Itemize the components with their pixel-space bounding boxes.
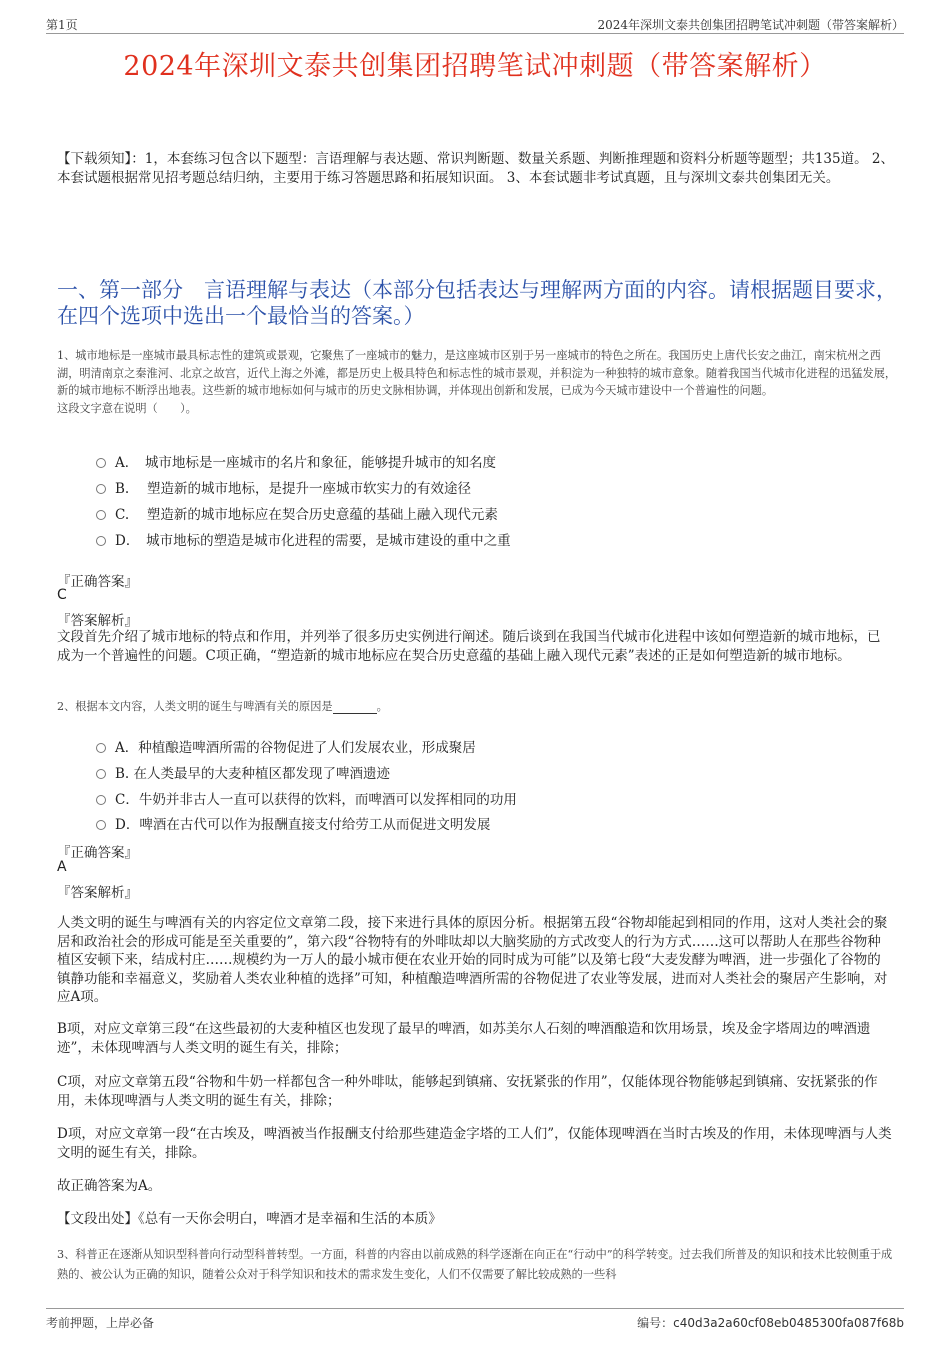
radio-icon[interactable]: [96, 484, 106, 494]
question-1-stem: 1、城市地标是一座城市最具标志性的建筑或景观，它聚焦了一座城市的魅力，是这座城市区别于另一座城市的特色之所在。我国历史上唐代长安之曲江，南宋杭州之西湖，明清南京之秦淮河、北京之故宫，近代上海之外滩，都是历史上极具特色和标志性的城市景观，并积淀为一种独特的城市意象。随着我国当代城市化进程的迅猛发展，新的城市地标不断浮出地表。这些新的城市地标如何与城市的历史文脉相协调，并体现出创新和发展，已成为今天城市建设中一个普遍性的问题。: [57, 349, 897, 398]
q1-answer-label: 『正确答案』: [57, 574, 138, 590]
q2-option-a[interactable]: A．种植酿造啤酒所需的谷物促进了人们发展农业，形成聚居: [96, 736, 476, 756]
answer-blank: [333, 702, 377, 714]
q1-answer: C: [57, 587, 67, 603]
q2-conclusion: 故正确答案为A。: [57, 1178, 162, 1194]
question-1: [57, 347, 899, 418]
q2-option-c[interactable]: C．牛奶并非古人一直可以获得的饮料，而啤酒可以发挥相同的功用: [96, 788, 517, 808]
radio-icon[interactable]: [96, 769, 106, 779]
q2-analysis-label: 『答案解析』: [57, 885, 138, 901]
question-1-ask: 这段文字意在说明（ ）。: [57, 402, 197, 416]
page-header: [46, 14, 904, 34]
q2-analysis-para-2: B项，对应文章第三段“在这些最初的大麦种植区也发现了最早的啤酒，如苏美尔人石刻的啤酒酿造和饮用场景，埃及金字塔周边的啤酒遗迹”，未体现啤酒与人类文明的诞生有关，排除；: [57, 1021, 871, 1056]
q1-option-d[interactable]: D． 城市地标的塑造是城市化进程的需要，是城市建设的重中之重: [96, 529, 511, 549]
q2-answer-label: 『正确答案』: [57, 845, 138, 861]
page-title: 2024年深圳文泰共创集团招聘笔试冲刺题（带答案解析）: [123, 51, 827, 82]
footer-code: 编号：c40d3a2a60cf08eb0485300fa087f68b: [637, 1316, 904, 1330]
radio-icon[interactable]: [96, 795, 106, 805]
radio-icon[interactable]: [96, 458, 106, 468]
q2-source: 【文段出处】《总有一天你会明白，啤酒才是幸福和生活的本质》: [57, 1211, 442, 1227]
footer-slogan: 考前押题，上岸必备: [46, 1316, 155, 1330]
radio-icon[interactable]: [96, 510, 106, 520]
radio-icon[interactable]: [96, 820, 106, 830]
download-notice: 【下载须知】：1，本套练习包含以下题型：言语理解与表达题、常识判断题、数量关系题、判断推理题和资料分析题等题型；共135道。 2、本套试题根据常见招考题总结归纳，主要用于练习答题思路和拓展知识面。 3、本套试题非考试真题，且与深圳文泰共创集团无关。: [57, 151, 894, 186]
q1-option-c[interactable]: C. 塑造新的城市地标应在契合历史意蕴的基础上融入现代元素: [96, 503, 498, 523]
q1-analysis-label: 『答案解析』: [57, 613, 138, 629]
q2-option-b[interactable]: B. 在人类最早的大麦种植区都发现了啤酒遗迹: [96, 762, 390, 782]
header-doc-title: 2024年深圳文泰共创集团招聘笔试冲刺题（带答案解析）: [597, 18, 904, 32]
q1-analysis: 文段首先介绍了城市地标的特点和作用，并列举了很多历史实例进行阐述。随后谈到在我国当代城市化进程中该如何塑造新的城市地标，已成为一个普遍性的问题。C项正确，“塑造新的城市地标应在契合历史意蕴的基础上融入现代元素”表述的正是如何塑造新的城市地标。: [57, 629, 881, 664]
q1-option-a[interactable]: A． 城市地标是一座城市的名片和象征，能够提升城市的知名度: [96, 451, 496, 471]
q2-analysis-para-4: D项，对应文章第一段“在古埃及，啤酒被当作报酬支付给那些建造金字塔的工人们”，仅能体现啤酒在当时古埃及的作用，未体现啤酒与人类文明的诞生有关，排除。: [57, 1126, 892, 1161]
question-2-stem: 2、根据本文内容，人类文明的诞生与啤酒有关的原因是 。: [57, 700, 388, 713]
page-number: 第1页: [46, 18, 78, 32]
question-3-stem: 3、科普正在逐渐从知识型科普向行动型科普转型。一方面，科普的内容由以前成熟的科学逐渐在向正在“行动中”的科学转变。过去我们所普及的知识和技术比较侧重于成熟的、被公认为正确的知识，随着公众对于科学知识和技术的需求发生变化，人们不仅需要了解比较成熟的一些科: [57, 1248, 893, 1281]
q2-answer: A: [57, 859, 67, 875]
radio-icon[interactable]: [96, 743, 106, 753]
radio-icon[interactable]: [96, 536, 106, 546]
q1-option-b[interactable]: B. 塑造新的城市地标，是提升一座城市软实力的有效途径: [96, 477, 471, 497]
page-footer: [46, 1308, 904, 1330]
q2-analysis-para-3: C项，对应文章第五段“谷物和牛奶一样都包含一种外啡呔，能够起到镇痛、安抚紧张的作用”，仅能体现谷物能够起到镇痛、安抚紧张的作用，未体现啤酒与人类文明的诞生有关，排除；: [57, 1074, 878, 1109]
section-heading: 一、第一部分 言语理解与表达（本部分包括表达与理解两方面的内容。请根据题目要求，在四个选项中选出一个最恰当的答案。）: [57, 278, 897, 328]
q2-option-d[interactable]: D．啤酒在古代可以作为报酬直接支付给劳工从而促进文明发展: [96, 813, 490, 833]
q2-analysis-para-1: 人类文明的诞生与啤酒有关的内容定位文章第二段，接下来进行具体的原因分析。根据第五段“谷物却能起到相同的作用，这对人类社会的聚居和政治社会的形成可能是至关重要的”，第六段“谷物特有的外啡呔却以大脑奖励的方式改变人的行为方式……这可以帮助人在那些谷物种植区安顿下来，结成村庄……规模约为一万人的最小城市便在农业开始的同时成为可能”以及第七段“大麦发酵为啤酒，进一步强化了谷物的镇静功能和幸福意义，奖励着人类农业种植的选择”可知，种植酿造啤酒所需的谷物促进了农业等发展，进而对人类社会的聚居产生影响，对应A项。: [57, 915, 888, 1005]
